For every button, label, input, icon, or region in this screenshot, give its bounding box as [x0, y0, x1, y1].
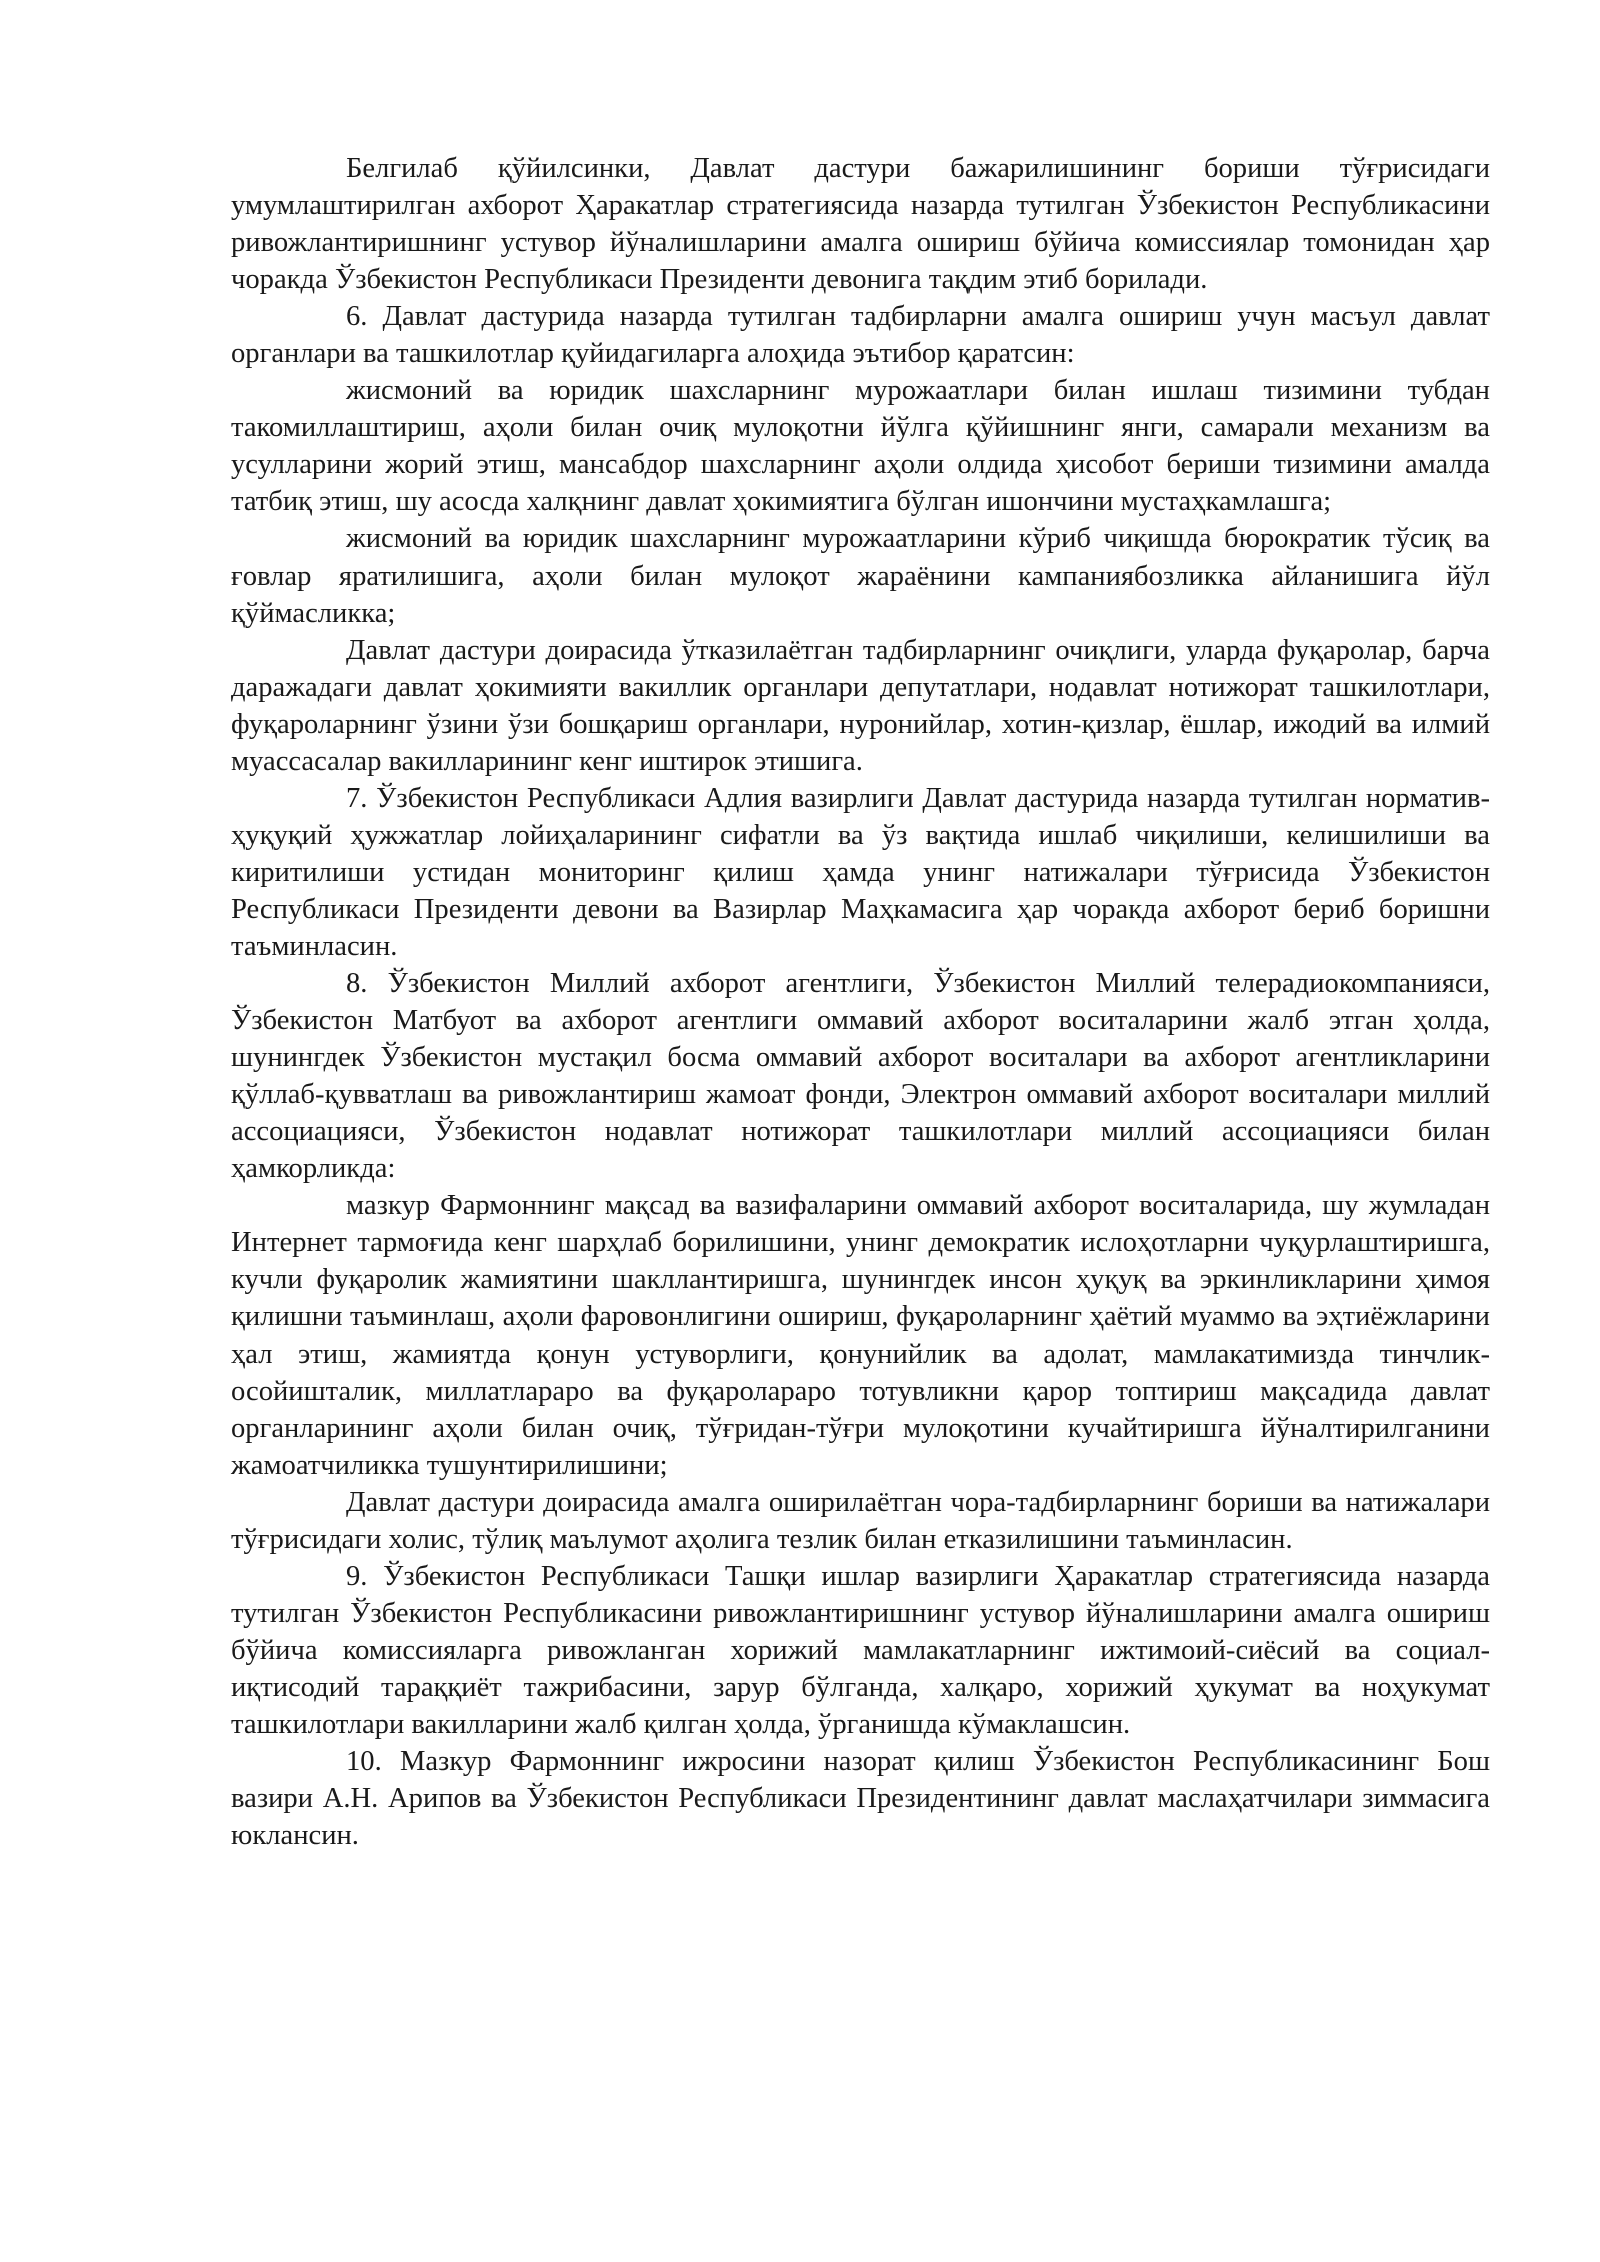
paragraph-item-10: 10. Мазкур Фармоннинг ижросини назорат қилиш Ўзбекистон Республикасининг Бош вазири А.Н. Арипов ва Ўзбекистон Республикаси Президентининг давлат маслаҳатчилари зиммасига юклансин.: [231, 1746, 1490, 1852]
paragraph-item-7: 7. Ўзбекистон Республикаси Адлия вазирлиги Давлат дастурида назарда тутилган норматив-ҳуқуқий ҳужжатлар лойиҳаларининг сифатли ва ўз вақтида ишлаб чиқилиши, келишилиши ва киритилиши устидан мониторинг қилиш ҳамда унинг натижалари тўғрисида Ўзбекистон Республикаси Президенти девони ва Вазирлар Маҳкамасига ҳар чоракда ахборот бериб боришни таъминласин.: [231, 782, 1490, 962]
paragraph-intro-summary: Белгилаб қўйилсинки, Давлат дастури бажарилишининг бориши тўғрисидаги умумлаштирилган ахборот Ҳаракатлар стратегиясида назарда тутилган Ўзбекистон Республикасини ривожлантиришнинг устувор йўналишларини амалга ошириш бўйича комиссиялар томонидан ҳар чоракда Ўзбекистон Республикаси Президенти девонига тақдим этиб борилади.: [231, 153, 1490, 296]
paragraph-item-6-subpoint-3: Давлат дастури доирасида ўтказилаётган тадбирларнинг очиқлиги, уларда фуқаролар, барча даражадаги давлат ҳокимияти вакиллик органлари депутатлари, нодавлат нотижорат ташкилотлари, фуқароларнинг ўзини ўзи бошқариш органлари, нуронийлар, хотин-қизлар, ёшлар, ижодий ва илмий муассасалар вакилларининг кенг иштирок этишига.: [231, 634, 1490, 777]
document-body: [231, 150, 1490, 1854]
paragraph-item-6: 6. Давлат дастурида назарда тутилган тадбирларни амалга ошириш учун масъул давлат органлари ва ташкилотлар қуйидагиларга алоҳида эътибор қаратсин:: [231, 301, 1490, 370]
paragraph-item-6-subpoint-2: жисмоний ва юридик шахсларнинг мурожаатларини кўриб чиқишда бюрократик тўсиқ ва ғовлар яратилишига, аҳоли билан мулоқот жараёнини кампаниябозликка айланишига йўл қўймасликка;: [231, 523, 1490, 629]
paragraph-item-8: 8. Ўзбекистон Миллий ахборот агентлиги, Ўзбекистон Миллий телерадиокомпанияси, Ўзбекистон Матбуот ва ахборот агентлиги оммавий ахборот воситаларини жалб этган ҳолда, шунингдек Ўзбекистон мустақил босма оммавий ахборот воситалари ва ахборот агентликларини қўллаб-қувватлаш ва ривожлантириш жамоат фонди, Электрон оммавий ахборот воситалари миллий ассоциацияси, Ўзбекистон нодавлат нотижорат ташкилотлари миллий ассоциацияси билан ҳамкорликда:: [231, 968, 1490, 1185]
paragraph-item-8-subpoint-1: мазкур Фармоннинг мақсад ва вазифаларини оммавий ахборот воситаларида, шу жумладан Интернет тармоғида кенг шарҳлаб борилишини, унинг демократик ислоҳотларни чуқурлаштиришга, кучли фуқаролик жамиятини шакллантиришга, шунингдек инсон ҳуқуқ ва эркинликларини ҳимоя қилишни таъминлаш, аҳоли фаровонлигини ошириш, фуқароларнинг ҳаётий муаммо ва эҳтиёжларини ҳал этиш, жамиятда қонун устуворлиги, қонунийлик ва адолат, мамлакатимизда тинчлик-осойишталик, миллатлараро ва фуқаролараро тотувликни қарор топтириш мақсадида давлат органларининг аҳоли билан очиқ, тўғридан-тўғри мулоқотини кучайтиришга йўналтирилганини жамоатчиликка тушунтирилишини;: [231, 1190, 1490, 1481]
paragraph-item-9: 9. Ўзбекистон Республикаси Ташқи ишлар вазирлиги Ҳаракатлар стратегиясида назарда тутилган Ўзбекистон Республикасини ривожлантиришнинг устувор йўналишларини амалга ошириш бўйича комиссияларга ривожланган хорижий мамлакатларнинг ижтимоий-сиёсий ва социал-иқтисодий тараққиёт тажрибасини, зарур бўлганда, халқаро, хорижий ҳукумат ва ноҳукумат ташкилотлари вакилларини жалб қилган ҳолда, ўрганишда кўмаклашсин.: [231, 1560, 1490, 1740]
paragraph-item-6-subpoint-1: жисмоний ва юридик шахсларнинг мурожаатлари билан ишлаш тизимини тубдан такомиллаштириш, аҳоли билан очиқ мулоқотни йўлга қўйишнинг янги, самарали механизм ва усулларини жорий этиш, мансабдор шахсларнинг аҳоли олдида ҳисобот бериши тизимини амалда татбиқ этиш, шу асосда халқнинг давлат ҳокимиятига бўлган ишончини мустаҳкамлашга;: [231, 375, 1490, 518]
paragraph-item-8-subpoint-2: Давлат дастури доирасида амалга оширилаётган чора-тадбирларнинг бориши ва натижалари тўғрисидаги холис, тўлиқ маълумот аҳолига тезлик билан етказилишини таъминласин.: [231, 1486, 1490, 1555]
